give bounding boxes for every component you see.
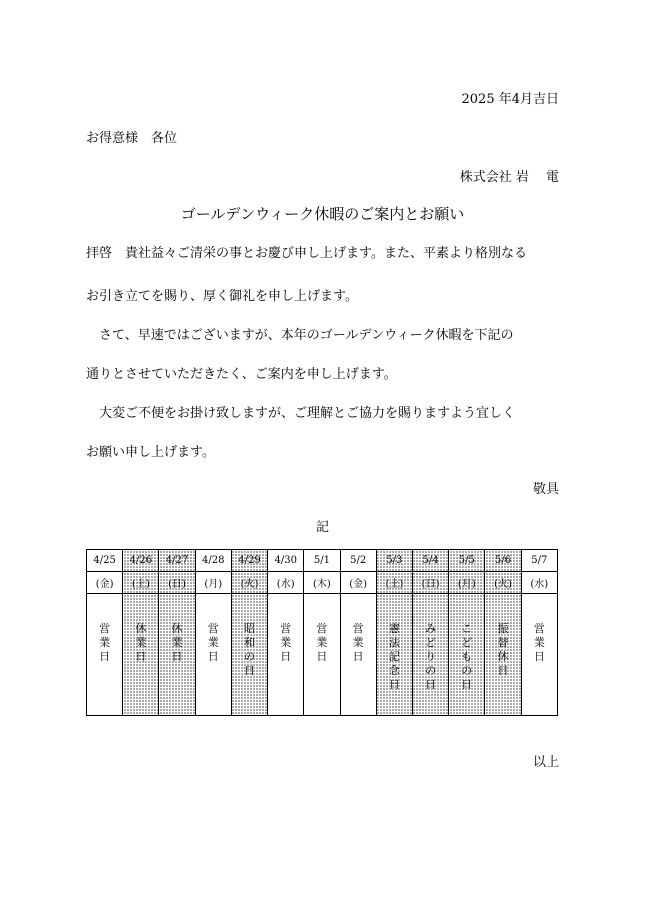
schedule-date-cell: 5/4 [412, 550, 448, 572]
schedule-status-text: 営業日 [533, 622, 545, 663]
schedule-weekday-cell: (月) [449, 572, 485, 594]
closing-keigu: 敬具 [532, 482, 559, 497]
schedule-status-text: 営業日 [352, 622, 364, 663]
schedule-status-cell [340, 594, 376, 716]
schedule-status-text: 営業日 [99, 622, 111, 663]
body-line: 通りとさせていただきたく、ご案内を申し上げます。 [86, 367, 397, 382]
schedule-status-cell [195, 594, 231, 716]
schedule-status-cell [376, 594, 412, 716]
schedule-date-cell: 4/26 [123, 550, 159, 572]
schedule-weekday-cell: (土) [123, 572, 159, 594]
schedule-status-cell [231, 594, 267, 716]
schedule-date-cell: 5/1 [304, 550, 340, 572]
schedule-weekday-cell: (金) [87, 572, 123, 594]
schedule-status-text: 休業日 [135, 622, 147, 663]
schedule-status-text: 昭和の日 [243, 622, 255, 677]
status-row [87, 594, 558, 716]
schedule-weekday-cell: (金) [340, 572, 376, 594]
schedule-status-cell [449, 594, 485, 716]
schedule-weekday-cell: (日) [159, 572, 195, 594]
body-line: 大変ご不便をお掛け致しますが、ご理解とご協力を賜りますよう宜しく [86, 406, 516, 421]
schedule-date-cell: 5/5 [449, 550, 485, 572]
schedule-weekday-cell: (火) [485, 572, 521, 594]
schedule-date-cell: 4/29 [231, 550, 267, 572]
schedule-status-cell [123, 594, 159, 716]
holiday-schedule-table [86, 549, 558, 716]
schedule-date-cell: 5/2 [340, 550, 376, 572]
company-name: 株式会社 岩 電 [459, 170, 559, 185]
schedule-status-text: 営業日 [316, 622, 328, 663]
schedule-weekday-cell: (日) [412, 572, 448, 594]
closing-ijou: 以上 [532, 755, 559, 770]
date-row [87, 550, 558, 572]
schedule-status-cell [268, 594, 304, 716]
schedule-date-cell: 5/7 [521, 550, 557, 572]
schedule-weekday-cell: (月) [195, 572, 231, 594]
schedule-status-cell [159, 594, 195, 716]
schedule-date-cell: 5/3 [376, 550, 412, 572]
schedule-weekday-cell: (水) [521, 572, 557, 594]
schedule-date-cell: 5/6 [485, 550, 521, 572]
schedule-date-cell: 4/25 [87, 550, 123, 572]
schedule-status-text: こどもの日 [461, 622, 473, 691]
schedule-weekday-cell: (水) [268, 572, 304, 594]
schedule-date-cell: 4/27 [159, 550, 195, 572]
body-line: お引き立てを賜り、厚く御礼を申し上げます。 [86, 289, 358, 304]
schedule-status-cell [87, 594, 123, 716]
body-line: お願い申し上げます。 [86, 445, 215, 460]
schedule-status-cell [412, 594, 448, 716]
schedule-weekday-cell: (火) [231, 572, 267, 594]
schedule-status-cell [521, 594, 557, 716]
schedule-status-cell [485, 594, 521, 716]
body-line: さて、早速ではございますが、本年のゴールデンウィーク休暇を下記の [86, 328, 514, 343]
schedule-status-text: 営業日 [280, 622, 292, 663]
schedule-status-text: 憲法記念日 [388, 622, 400, 691]
document-date: 2025 年4月吉日 [461, 92, 559, 107]
recipient-line: お得意様 各位 [86, 131, 178, 146]
document-title: ゴールデンウィーク休暇のご案内とお願い [180, 205, 465, 223]
schedule-status-cell [304, 594, 340, 716]
weekday-row [87, 572, 558, 594]
schedule-weekday-cell: (土) [376, 572, 412, 594]
ki-heading: 記 [315, 520, 329, 535]
schedule-status-text: みどりの日 [425, 622, 437, 691]
schedule-status-text: 休業日 [171, 622, 183, 663]
schedule-date-cell: 4/28 [195, 550, 231, 572]
schedule-weekday-cell: (木) [304, 572, 340, 594]
schedule-status-text: 振替休日 [497, 622, 509, 677]
schedule-date-cell: 4/30 [268, 550, 304, 572]
schedule-status-text: 営業日 [207, 622, 219, 663]
body-line: 拝啓 貴社益々ご清栄の事とお慶び申し上げます。また、平素より格別なる [86, 246, 527, 261]
